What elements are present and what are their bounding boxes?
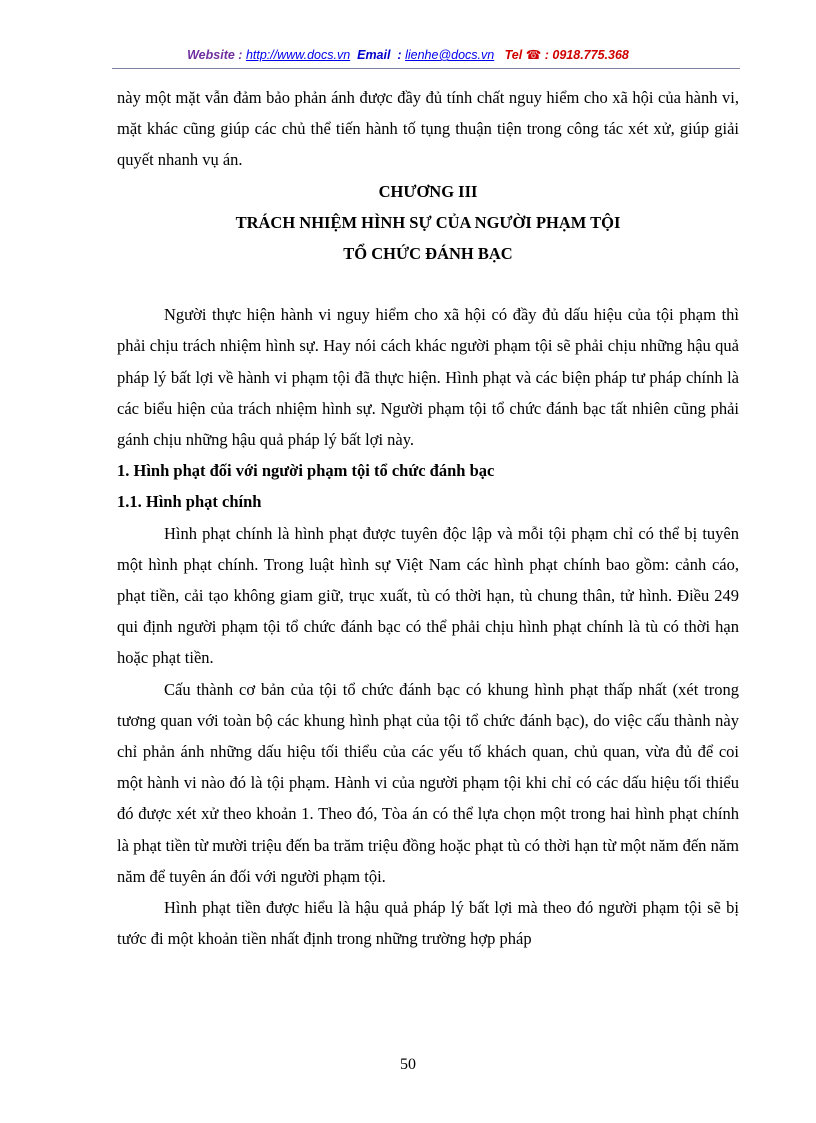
page-header: [0, 47, 816, 62]
website-label: Website :: [187, 48, 243, 62]
tel-label: Tel ☎ :: [504, 48, 549, 62]
paragraph-main-penalty: Hình phạt chính là hình phạt được tuyên độc lập và mỗi tội phạm chỉ có thể bị tuyên một hình phạt chính. Trong luật hình sự Việt Nam các hình phạt chính bao gồm: cảnh cáo, phạt tiền, cải tạo không giam giữ, trục xuất, tù có thời hạn, tù chung thân, tử hình. Điều 249 qui định người phạm tội tổ chức đánh bạc có thể phải chịu hình phạt chính là tù có thời hạn hoặc phạt tiền.: [117, 523, 739, 668]
page-number: 50: [400, 1056, 416, 1073]
paragraph-fine: Hình phạt tiền được hiểu là hậu quả pháp lý bất lợi mà theo đó người phạm tội sẽ bị tước đi một khoản tiền nhất định trong những trường hợp pháp: [117, 898, 739, 949]
email-separator: :: [397, 48, 402, 62]
document-body: [117, 82, 739, 954]
email-label: Email: [357, 48, 391, 62]
tel-value: 0918.775.368: [552, 48, 629, 62]
header-divider: [112, 68, 740, 69]
section-heading-1: 1. Hình phạt đối với người phạm tội tổ chức đánh bạc: [117, 461, 495, 481]
section-heading-1-1: 1.1. Hình phạt chính: [117, 492, 262, 512]
chapter-title-line-2: TỔ CHỨC ĐÁNH BẠC: [343, 244, 513, 264]
paragraph-intro: Người thực hiện hành vi nguy hiểm cho xã hội có đầy đủ dấu hiệu của tội phạm thì phải chịu trách nhiệm hình sự. Hay nói cách khác người phạm tội sẽ phải chịu những hậu quả pháp lý bất lợi về hành vi phạm tội đã thực hiện. Hình phạt và các biện pháp tư pháp chính là các biểu hiện của trách nhiệm hình sự. Người phạm tội tổ chức đánh bạc tất nhiên cũng phải gánh chịu những hậu quả pháp lý bất lợi này.: [117, 305, 739, 450]
paragraph-basic-structure: Cấu thành cơ bản của tội tổ chức đánh bạc có khung hình phạt thấp nhất (xét trong tương quan với toàn bộ các khung hình phạt của tội tổ chức đánh bạc), do việc cấu thành này chỉ phản ánh những dấu hiệu tối thiểu của các yếu tố khách quan, chủ quan, vừa đủ để coi một hành vi nào đó là tội phạm. Hành vi của người phạm tội khi chỉ có các dấu hiệu tối thiểu đó được xét xử theo khoản 1. Theo đó, Tòa án có thể lựa chọn một trong hai hình phạt chính là phạt tiền từ mười triệu đến ba trăm triệu đồng hoặc phạt tù có thời hạn từ một năm đến năm năm để tuyên án đối với người phạm tội.: [117, 679, 739, 886]
chapter-title-line-1: TRÁCH NHIỆM HÌNH SỰ CỦA NGƯỜI PHẠM TỘI: [235, 212, 621, 232]
email-link[interactable]: lienhe@docs.vn: [405, 48, 495, 62]
chapter-heading: CHƯƠNG III: [378, 181, 478, 201]
spacer: [117, 269, 739, 299]
paragraph-continued: này một mặt vẫn đảm bảo phản ánh được đầy đủ tính chất nguy hiểm cho xã hội của hành vi, mặt khác cũng giúp các chủ thể tiến hành tố tụng thuận tiện trong công tác xét xử, giúp giải quyết nhanh vụ án.: [117, 88, 739, 170]
website-link[interactable]: http://www.docs.vn: [245, 48, 351, 62]
